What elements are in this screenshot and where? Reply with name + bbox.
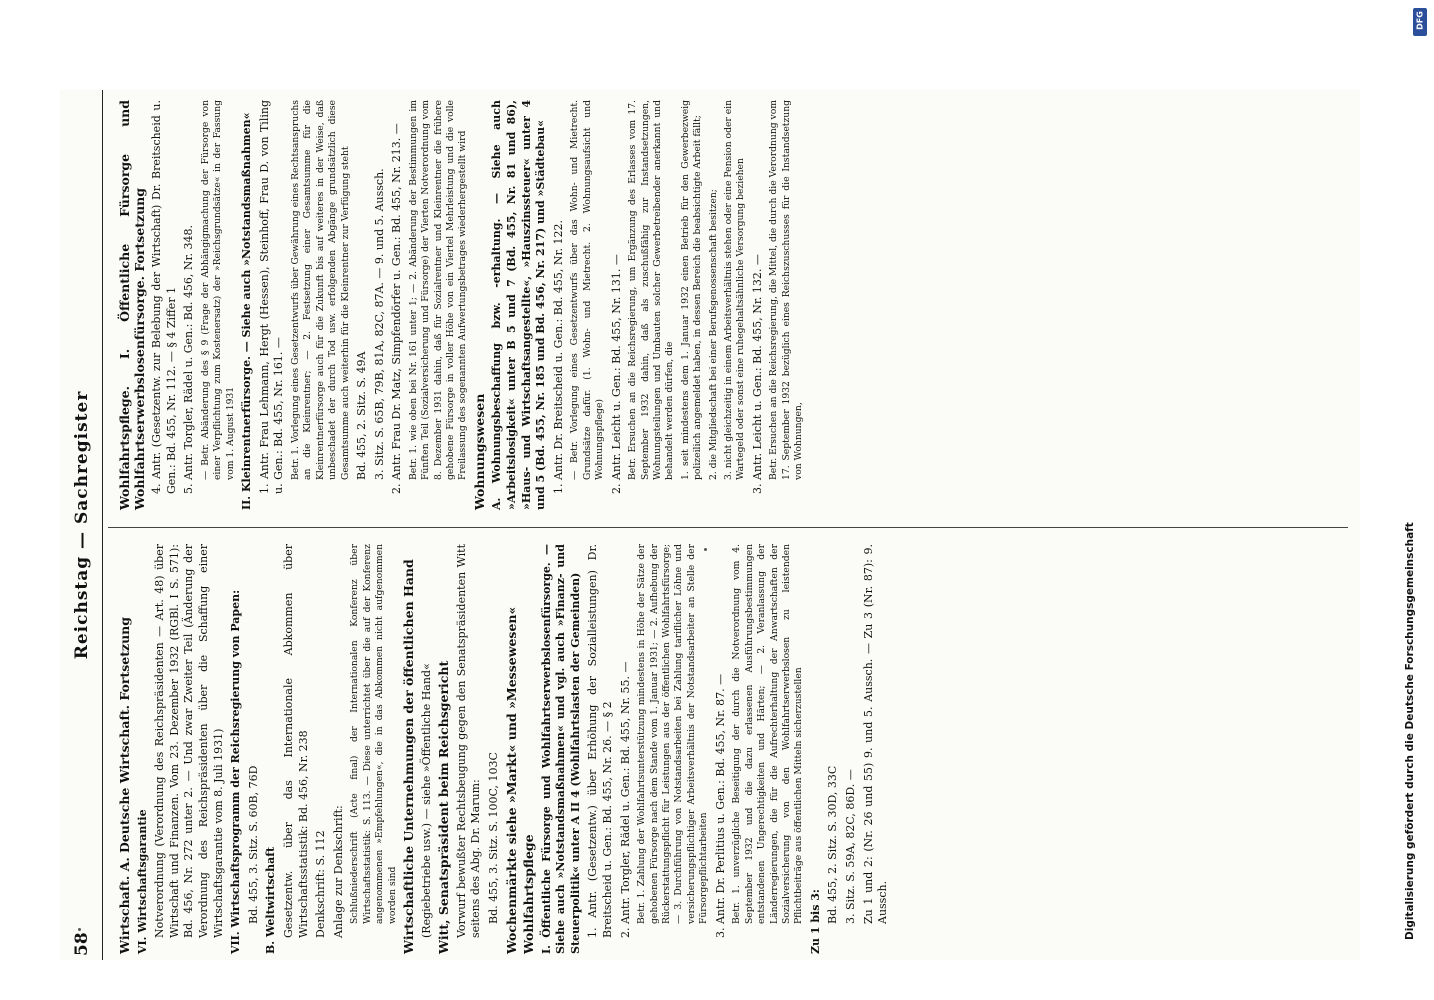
index-entry-sub: I. Öffentliche Fürsorge und Wohlfahrtserwerbslosenfürsorge. — Siehe auch »Notstandsmaßnahmen« und vgl. auch »Finanz- und Steuerpolitik« unter A II 4 (Wohlfahrtslasten der Gemeinden)	[539, 544, 582, 954]
index-entry-small: Betr. Ersuchen an die Reichsregierung, die Mittel, die durch die Verordnung vom 17. September 1932 bezüglich eines Reichszuschusses für die Instandsetzung von Wohnungen,	[768, 100, 805, 480]
left-column	[118, 544, 894, 954]
index-entry-head: Wohlfahrtspflege	[521, 834, 537, 954]
index-entry-text: 1. Antr. Dr. Breitscheid u. Gen.: Bd. 455, Nr. 122.	[551, 219, 565, 494]
index-entry-small: Betr. 1. unverzügliche Beseitigung der durch die Notverordnung vom 4. September 1932 und die dazu erlassenen Ausführungsbestimmungen entstandenen Ungerechtigkeiten und Härten; — 2. Veranlassung der Länderregierungen, die für die Aufrechterhaltung der Anwartschaften der Sozialversicherung von den Wohlfahrtserwerbslosen zu leistenden Pflichtbeiträge aus öffentlichen Mitteln sicherzustellen	[731, 544, 805, 924]
digitization-credit-text: Digitalisierung gefördert durch die Deutsche Forschungsgemeinschaft	[1404, 522, 1416, 940]
running-head: Reichstag — Sachregister	[72, 390, 92, 660]
index-entry-text: Bd. 455, 3. Sitz. S. 100C, 103C	[486, 752, 500, 924]
index-entry-text: 2. Antr. Leicht u. Gen.: Bd. 455, Nr. 131. —	[609, 254, 623, 494]
index-entry-sub: B. Weltwirtschaft	[264, 846, 278, 954]
index-entry-text: Bd. 455, 3. Sitz. S. 60B, 76D	[246, 765, 260, 924]
index-entry-head: Wohlfahrtspflege. I. Öffentliche Fürsorge und Wohlfahrtserwerbslosenfürsorge. Fortsetzung	[117, 100, 147, 510]
page-header	[60, 90, 103, 960]
index-entry-sub: VII. Wirtschaftsprogramm der Reichsregierung von Papen:	[229, 589, 243, 954]
index-entry-text: 2. Antr. Torgler, Rädel u. Gen.: Bd. 455, Nr. 55. —	[618, 661, 632, 938]
index-entry-sub: VI. Wirtschaftsgarantie	[135, 809, 149, 954]
index-entry-head: Wirtschaft. A. Deutsche Wirtschaft. Fortsetzung	[117, 617, 132, 954]
index-entry-small: Betr. 1. Vorlegung eines Gesetzentwurfs über Gewährung eines Rechtsanspruchs an die Kleinrentner; — 2. Festsetzung einer Gesamtsumme für die Kleinrentnerfürsorge auch für die Zukunft bis auf weiteres in der Weise, daß unbeschadet der durch Tod usw. erfolgenden Abgänge grundsätzlich diese Gesamtsumme auch weiterhin für die Kleinrentner zur Verfügung steht	[289, 100, 351, 480]
column-divider	[108, 527, 1348, 528]
index-entry-small: Schlußniederschrift (Acte final) der Internationalen Konferenz über Wirtschaftsstatistik: S. 113. — Diese unterrichtet über die auf der Konferenz angenommenen »Empfehlungen«, die in das Abkommen nicht aufgenommen worden sind	[349, 544, 398, 924]
index-entry-small: 1. seit mindestens dem 1. Januar 1932 einen Betrieb für den Gewerbezweig polizeilich angemeldet haben, in dessen Bereich die beabsichtigte Arbeit fällt;	[679, 100, 704, 480]
index-entry-small: 2. die Mitgliedschaft bei einer Berufsgenossenschaft besitzen;	[707, 189, 719, 480]
index-entry-head: Wohnungswesen	[471, 393, 487, 510]
index-entry-text: Denkschrift: S. 112	[314, 830, 328, 938]
index-entry-text: 3. Sitz. S. 65B, 79B, 81A, 82C, 87A. — 9. und 5. Aussch.	[372, 168, 386, 480]
index-entry-head: Wochenmärkte siehe »Markt« und »Messewesen«	[503, 606, 519, 954]
index-entry-text: Bd. 455, 2. Sitz. S. 30D, 33C	[826, 765, 840, 924]
index-entry-text: 1. Antr. Frau Lehmann, Hergt (Hessen), Steinhoff, Frau D. von Tiling u. Gen.: Bd. 455, Nr. 161. —	[257, 100, 286, 494]
page-number: 58	[72, 932, 92, 956]
index-entry-text: (Regiebetriebe usw.) — siehe »Öffentliche Hand«	[419, 663, 433, 938]
index-entry-text: 5. Antr. Torgler, Rädel u. Gen.: Bd. 456, Nr. 348.	[182, 224, 196, 494]
index-entry-small: 3. nicht gleichzeitig in einem Arbeitsverhältnis stehen oder eine Pension oder ein Wartegeld oder sonst eine ruhegehaltsähnliche Versorgung beziehen	[723, 100, 747, 480]
index-entry-text: 3. Antr. Dr. Perlitius u. Gen.: Bd. 455, Nr. 87. —	[713, 673, 727, 938]
index-entry-text: 4. Antr. (Gesetzentw. zur Belebung der Wirtschaft) Dr. Breitscheid u. Gen.: Bd. 455, Nr. 112. — § 4 Ziffer 1	[150, 100, 178, 494]
digitization-credit	[1404, 40, 1422, 940]
index-entry-head: Wirtschaftliche Unternehmungen der öffentlichen Hand	[400, 559, 416, 954]
index-entry-text: 3. Antr. Leicht u. Gen.: Bd. 455, Nr. 132. —	[750, 254, 764, 494]
index-entry-small: Betr. 1. wie oben bei Nr. 161 unter 1; — 2. Abänderung der Bestimmungen im Fünften Teil (Sozialversicherung und Fürsorge) der Vierten Notverordnung vom 8. Dezember 1931 dahin, daß für Sozialrentner und Kleinrentner die frühere gehobene Fürsorge in voller Höhe von ein Viertel Mehrleistung und die volle Freilassung des sogenannten Aufwertungsbetrages wiederhergestellt wird	[407, 100, 469, 480]
index-entry-text: Vorwurf bewußter Rechtsbeugung gegen den Senatspräsidenten Witt seitens des Abg. Dr. Marum:	[454, 544, 483, 938]
index-entry-sub: Zu 1 bis 3:	[808, 889, 822, 954]
index-entry-text: Anlage zur Denkschrift:	[331, 805, 345, 938]
index-entry-sub: II. Kleinrentnerfürsorge. — Siehe auch »Notstandsmaßnahmen«	[240, 112, 254, 510]
index-entry-small: Betr. 1. Zahlung der Wohlfahrtsunterstützung mindestens in Höhe der Sätze der gehobenen Fürsorge nach dem Stande vom 1. Januar 1931; — 2. Aufhebung der Rückerstattungspflicht für Leistungen aus der öffentlichen Wohlfahrtsfürsorge; — 3. Durchführung von Notstandsarbeiten bei Zahlung tariflicher Löhne und versicherungspflichtiger Arbeitsverhältnis der Notstandsarbeiter an Stelle der Fürsorgepflichtarbeiten	[636, 544, 710, 924]
index-entry-small: — Betr. Vorlegung eines Gesetzentwurfs über das Wohn- und Mietrecht. Grundsätze dafür. (1. Wohn- und Mietrecht. 2. Wohnungsaufsicht und Wohnungspflege)	[569, 100, 606, 480]
index-entry-text: 3. Sitz. S. 59A, 82C, 86D. —	[843, 769, 857, 924]
rotated-page-content	[60, 90, 1360, 960]
index-entry-text: 1. Antr. (Gesetzentw.) über Erhöhung der Sozialleistungen) Dr. Breitscheid u. Gen.: Bd. 455, Nr. 26. — § 2	[586, 544, 615, 938]
right-column	[118, 100, 809, 510]
index-entry-text: Zu 1 und 2: (Nr. 26 und 55) 9. und 5. Aussch. — Zu 3 (Nr. 87): 9. Aussch.	[861, 544, 890, 924]
index-entry-text: Notverordnung (Verordnung des Reichspräsidenten — Art. 48) über Wirtschaft und Finanzen. Vom 23. Dezember 1932 (RGBl. I S. 571): Bd. 456, Nr. 272 unter 2. — Und zwar Zweiter Teil (Änderung der Verordnung des Reichspräsidenten über die Schaffung einer Wirtschaftsgarantie vom 8. Juli 1931)	[153, 544, 225, 938]
index-entry-text: Gesetzentw. über das Internationale Abkommen über Wirtschaftsstatistik: Bd. 456, Nr. 238	[281, 544, 310, 938]
index-entry-small: Betr. Ersuchen an die Reichsregierung, um Ergänzung des Erlasses vom 17. September 1932 dahin, daß als zuschußfähig zur Instandsetzungen, Wohnungsteilungen und Umbauten solcher Gewerbetreibender anerkannt und behandelt werden dürfen, die	[627, 100, 676, 480]
dfg-logo	[1413, 8, 1427, 36]
index-entry-small: — Betr. Abänderung des § 9 (Frage der Abhängigmachung der Fürsorge von einer Verpflichtung zum Kostenersatz) der »Reichsgrundsätze« in der Fassung vom 1. August 1931	[199, 100, 236, 480]
index-entry-sub: A. Wohnungsbeschaffung bzw. -erhaltung. — Siehe auch »Arbeitslosigkeit« unter B 5 und 7 (Bd. 455, Nr. 81 und 86), »Haus- und Wirtschaftsangestellte«, »Hauszinssteuer« unter 4 und 5 (Bd. 455, Nr. 185 und Bd. 456, Nr. 217) und »Städtebau«	[490, 100, 548, 510]
index-entry-text: 2. Antr. Frau Dr. Matz, Simpfendörfer u. Gen.: Bd. 455, Nr. 213. —	[390, 123, 404, 494]
index-entry-head: Witt, Senatspräsident beim Reichsgericht	[436, 660, 452, 954]
index-entry-text: Bd. 455, 2. Sitz. S. 49A	[355, 351, 368, 480]
dfg-logo-text: DFG	[1415, 11, 1425, 30]
